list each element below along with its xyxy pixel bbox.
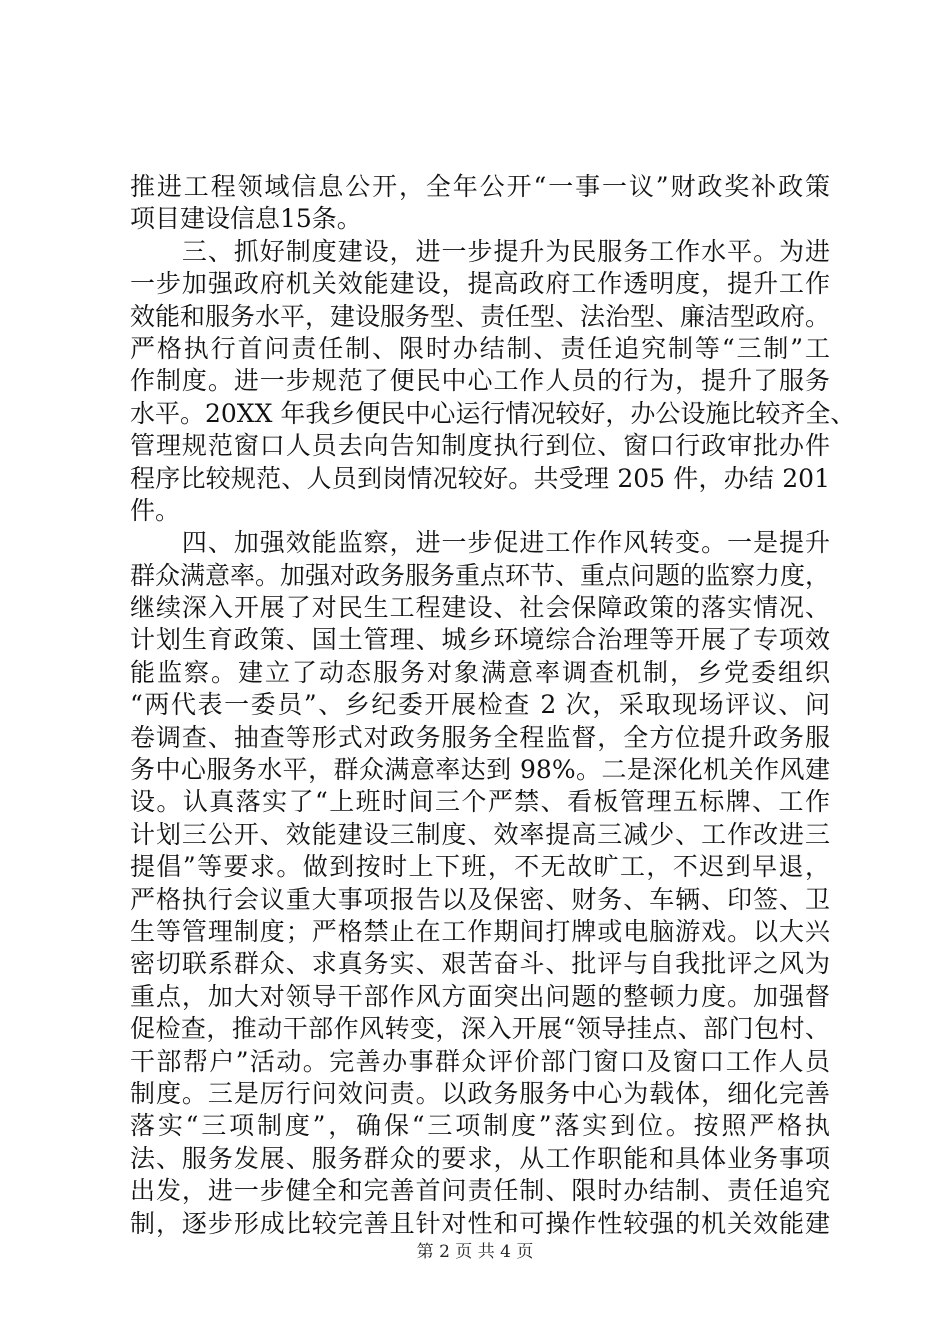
text-line: 设。认真落实了“上班时间三个严禁、看板管理五标牌、工作	[130, 787, 830, 817]
text-line: 管理规范窗口人员去向告知制度执行到位、窗口行政审批办件	[130, 431, 830, 461]
text-line: 效能和服务水平，建设服务型、责任型、法治型、廉洁型政府。	[130, 301, 831, 331]
text-line: 务中心服务水平，群众满意率达到 98%。二是深化机关作风建	[130, 755, 830, 785]
text-line: 三、抓好制度建设，进一步提升为民服务工作水平。为进	[130, 236, 830, 266]
text-line: 继续深入开展了对民生工程建设、社会保障政策的落实情况、	[130, 593, 830, 623]
text-line: 计划生育政策、国土管理、城乡环境综合治理等开展了专项效	[130, 625, 830, 655]
text-line: 严格执行首问责任制、限时办结制、责任追究制等“三制”工	[130, 333, 830, 363]
text-line: 计划三公开、效能建设三制度、效率提高三减少、工作改进三	[130, 819, 830, 849]
text-line: 重点，加大对领导干部作风方面突出问题的整顿力度。加强督	[130, 981, 830, 1011]
document-body	[130, 171, 856, 1240]
text-line: 提倡”等要求。做到按时上下班，不无故旷工，不迟到早退，	[130, 852, 830, 882]
text-line: 卷调查、抽查等形式对政务服务全程监督，全方位提升政务服	[130, 722, 830, 752]
text-line: 程序比较规范、人员到岗情况较好。共受理 205 件，办结 201	[130, 463, 830, 493]
text-line: 能监察。建立了动态服务对象满意率调查机制，乡党委组织	[130, 657, 830, 687]
text-line: 法、服务发展、服务群众的要求，从工作职能和具体业务事项	[130, 1143, 830, 1173]
text-line: 生等管理制度；严格禁止在工作期间打牌或电脑游戏。以大兴	[130, 916, 830, 946]
text-line: 制，逐步形成比较完善且针对性和可操作性较强的机关效能建	[130, 1208, 830, 1238]
text-line: 推进工程领域信息公开，全年公开“一事一议”财政奖补政策	[130, 172, 830, 201]
page-footer: 第 2 页 共 4 页	[416, 1242, 534, 1262]
text-line: 促检查，推动干部作风转变，深入开展“领导挂点、部门包村、	[130, 1014, 830, 1044]
text-line: 件。	[130, 495, 181, 525]
text-line: 项目建设信息15条。	[130, 204, 362, 234]
text-line: 四、加强效能监察，进一步促进工作作风转变。一是提升	[130, 528, 830, 558]
text-line: 水平。20XX 年我乡便民中心运行情况较好，办公设施比较齐全、	[130, 398, 856, 428]
text-line: 出发，进一步健全和完善首问责任制、限时办结制、责任追究	[130, 1176, 830, 1206]
text-line: 严格执行会议重大事项报告以及保密、财务、车辆、印签、卫	[130, 884, 830, 914]
text-line: 制度。三是厉行问效问责。以政务服务中心为载体，细化完善	[130, 1078, 830, 1108]
text-line: 落实“三项制度”，确保“三项制度”落实到位。按照严格执	[130, 1111, 830, 1141]
text-line: 群众满意率。加强对政务服务重点环节、重点问题的监察力度，	[130, 560, 831, 590]
text-line: 作制度。进一步规范了便民中心工作人员的行为，提升了服务	[130, 366, 830, 396]
text-line: 密切联系群众、求真务实、艰苦奋斗、批评与自我批评之风为	[130, 949, 830, 979]
text-line: 干部帮户”活动。完善办事群众评价部门窗口及窗口工作人员	[130, 1046, 830, 1076]
text-line: 一步加强政府机关效能建设，提高政府工作透明度，提升工作	[130, 269, 830, 299]
text-line: “两代表一委员”、乡纪委开展检查 2 次，采取现场评议、问	[130, 690, 830, 720]
